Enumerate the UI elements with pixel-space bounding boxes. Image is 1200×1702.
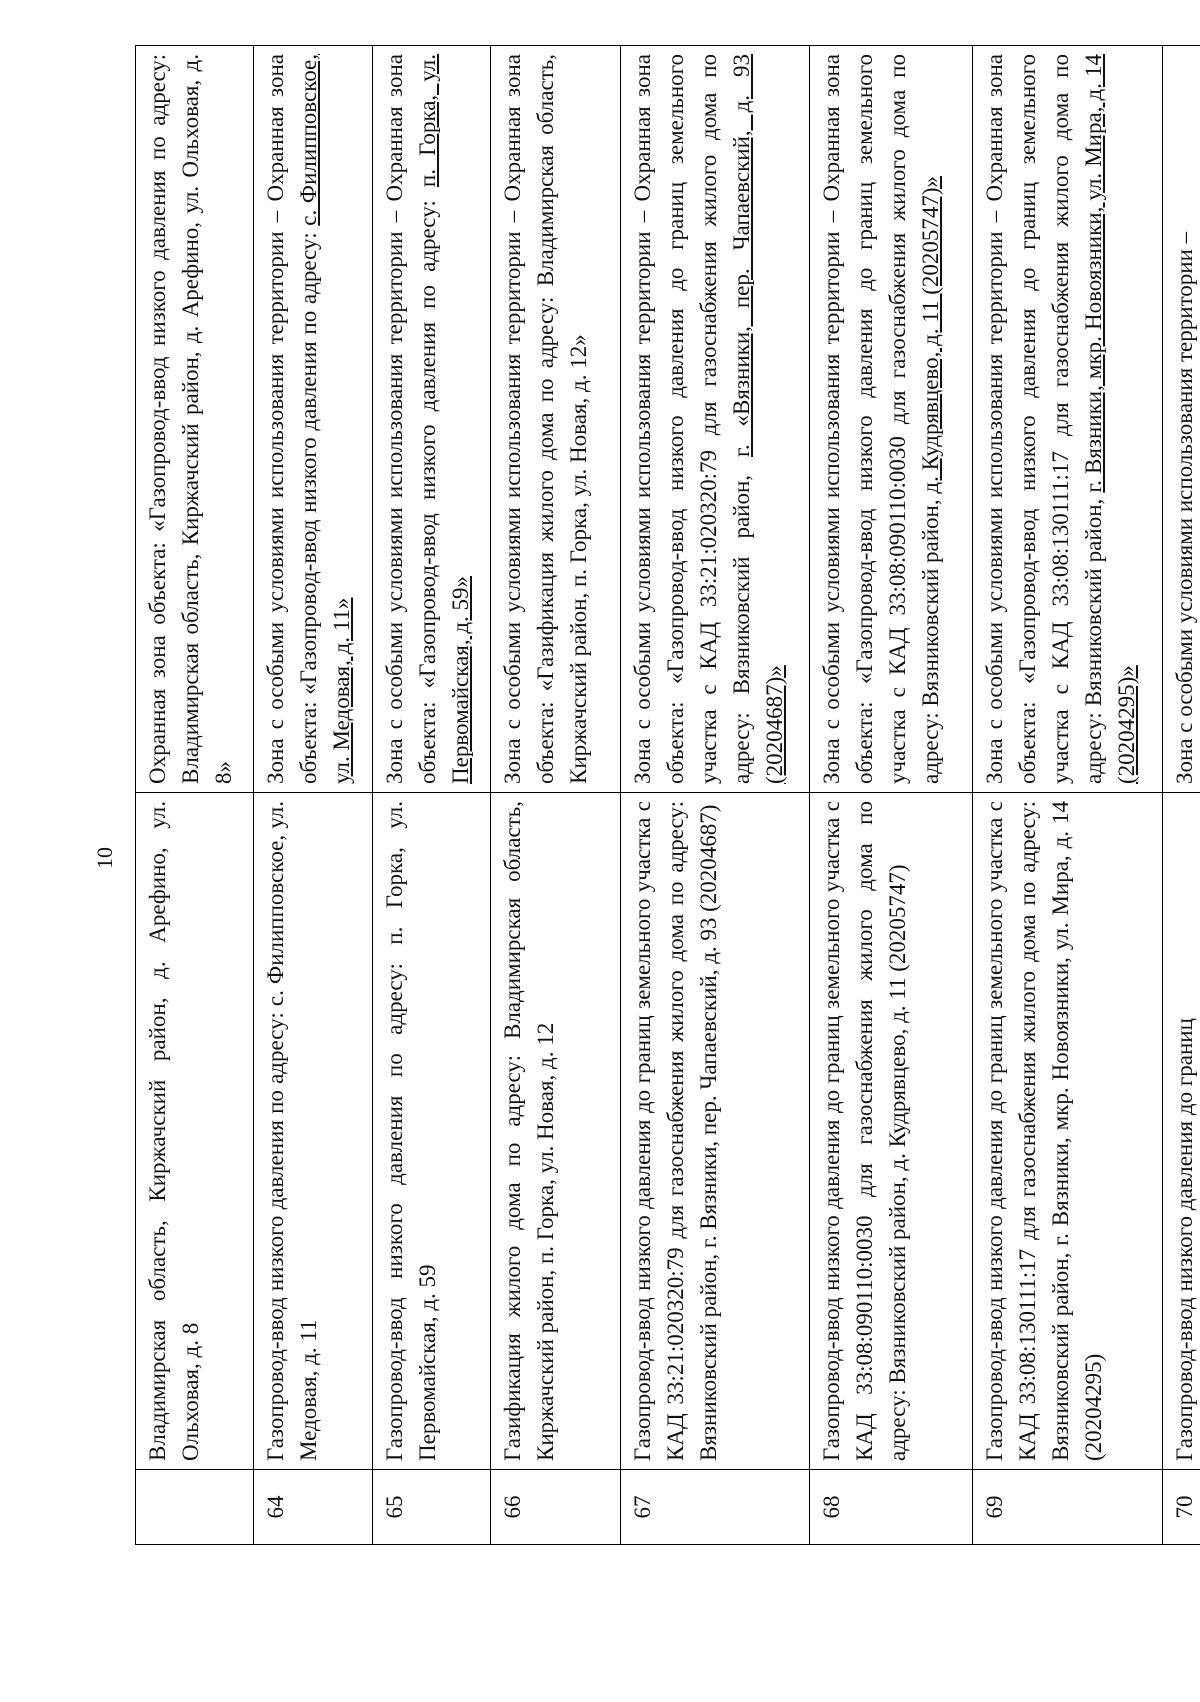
zone-address-underlined: п. Горка, ул. Первомайская, д. 59» xyxy=(414,54,473,784)
zone-address-underlined: г. Вязники, мкр. Новоязники, ул. Мира, д. 14 (20204295)» xyxy=(1081,54,1140,784)
object-description: Газопровод-ввод низкого давления до границ земельного участка с КАД 33:08:090110:0030 для газоснабжения жилого дома по адресу: Вязниковский район, д. Кудрявцево, д. 11 (20205747) xyxy=(810,793,973,1470)
table-row xyxy=(490,46,620,1545)
table-row xyxy=(372,46,490,1545)
zone-text: Зона с особыми условиями использования территории – xyxy=(1171,231,1197,784)
page-number: 10 xyxy=(92,847,117,869)
table-row xyxy=(810,46,973,1545)
row-number: 67 xyxy=(620,1470,809,1545)
zone-address-underlined: г. «Вязники, пер. Чапаевский, д. 93 (20204687)» xyxy=(728,53,787,784)
zone-description xyxy=(490,46,620,793)
zone-description xyxy=(973,46,1162,793)
zone-address-underlined: д. Кудрявцево, д. 11 (20205747)» xyxy=(918,175,944,494)
zone-description xyxy=(372,46,490,793)
table-row xyxy=(1162,46,1200,1545)
object-description: Газификация жилого дома по адресу: Владимирская область, Киржачский район, п. Горка, ул. Новая, д. 12 xyxy=(490,793,620,1470)
zone-description xyxy=(620,46,809,793)
zone-description xyxy=(136,46,254,793)
object-description: Газопровод-ввод низкого давления до границ xyxy=(1162,793,1200,1470)
zone-text: Зона с особыми условиями использования территории – Охранная зона объекта: «Газопровод-ввод низкого давления до границ земельного участка с КАД 33:08:090110:0030 для газоснабжения жилого дома по адресу: Вязниковский район, xyxy=(819,54,944,784)
row-number: 68 xyxy=(810,1470,973,1545)
object-description: Газопровод-ввод низкого давления по адресу: с. Филипповское, ул. Медовая, д. 11 xyxy=(254,793,372,1470)
zone-text: Зона с особыми условиями использования территории – Охранная зона объекта: «Газификация жилого дома по адресу: Владимирская область, Киржачский район, п. Горка, ул. Новая, д. 12» xyxy=(499,54,591,784)
row-number xyxy=(136,1470,254,1545)
object-description: Владимирская область, Киржачский район, д. Арефино, ул. Ольховая, д. 8 xyxy=(136,793,254,1470)
object-description: Газопровод-ввод низкого давления до границ земельного участка с КАД 33:21:020320:79 для газоснабжения жилого дома по адресу: Вязниковский район, г. Вязники, пер. Чапаевский, д. 93 (20204687) xyxy=(620,793,809,1470)
object-description: Газопровод-ввод низкого давления по адресу: п. Горка, ул. Первомайская, д. 59 xyxy=(372,793,490,1470)
row-number: 65 xyxy=(372,1470,490,1545)
row-number: 70 xyxy=(1162,1470,1200,1545)
zone-text: Охранная зона объекта: «Газопровод-ввод низкого давления по адресу: Владимирская область, Киржачский район, д. Арефино, ул. Ольховая, д. 8» xyxy=(145,54,236,784)
table-row xyxy=(973,46,1162,1545)
table-row xyxy=(136,46,254,1545)
zone-description xyxy=(1162,46,1200,793)
row-number: 69 xyxy=(973,1470,1162,1545)
zone-description xyxy=(810,46,973,793)
zone-address-underlined: с. Филипповское, ул. Медовая, д. 11» xyxy=(296,54,355,784)
row-number: 66 xyxy=(490,1470,620,1545)
zone-text: Зона с особыми условиями использования территории – Охранная зона объекта: «Газопровод-ввод низкого давления по адресу: xyxy=(263,54,322,784)
zone-description xyxy=(254,46,372,793)
zone-text: Зона с особыми условиями использования территории – Охранная зона объекта: «Газопровод-ввод низкого давления до границ земельного участка с КАД 33:08:130111:17 для газоснабжения жилого дома по адресу: Вязниковский район, xyxy=(982,54,1107,784)
table-row xyxy=(254,46,372,1545)
row-number: 64 xyxy=(254,1470,372,1545)
object-description: Газопровод-ввод низкого давления до границ земельного участка с КАД 33:08:130111:17 для газоснабжения жилого дома по адресу: Вязниковский район, г. Вязники, мкр. Новоязники, ул. Мира, д. 14 (20204295) xyxy=(973,793,1162,1470)
zone-text: Зона с особыми условиями использования территории – Охранная зона объекта: «Газопровод-ввод низкого давления до границ земельного участка с КАД 33:21:020320:79 для газоснабжения жилого дома по адресу: Вязниковский район, xyxy=(629,54,754,784)
zone-text: Зона с особыми условиями использования территории – Охранная зона объекта: «Газопровод-ввод низкого давления по адресу: xyxy=(381,54,440,784)
zones-table xyxy=(135,45,1200,1545)
table-row xyxy=(620,46,809,1545)
rotated-table-container xyxy=(135,45,1200,1545)
